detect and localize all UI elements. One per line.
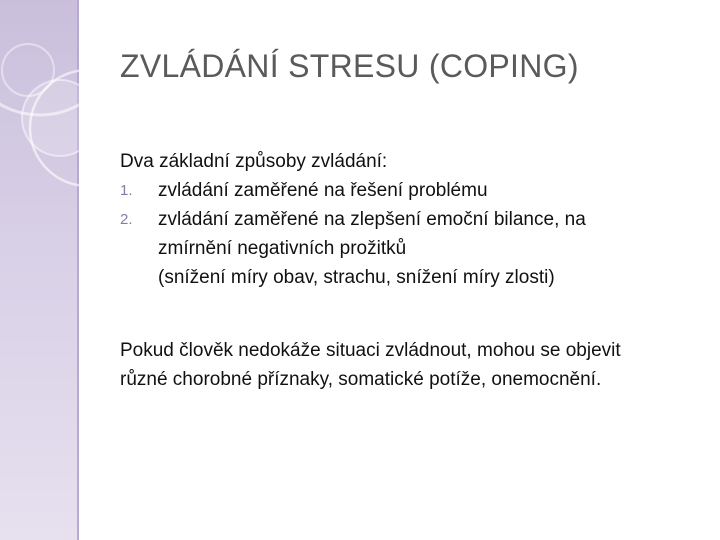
list-number: 1.	[120, 182, 133, 199]
deco-circle-4	[2, 44, 54, 96]
list-item-line: (snížení míry obav, strachu, snížení míry zlosti)	[158, 267, 555, 288]
list-item-text	[158, 176, 488, 205]
list-item-line: zvládání zaměřené na řešení problému	[158, 180, 488, 201]
list-item-line: zvládání zaměřené na zlepšení emoční bilance, na	[158, 209, 586, 230]
list-item	[120, 205, 710, 292]
slide-content	[120, 147, 710, 394]
list-item-text	[158, 205, 586, 292]
paragraph-line: různé chorobné příznaky, somatické potíže, onemocnění.	[120, 369, 602, 390]
intro-text: Dva základní způsoby zvládání:	[120, 151, 388, 172]
list-number: 2.	[120, 211, 133, 228]
slide-title: ZVLÁDÁNÍ STRESU (COPING)	[120, 48, 579, 84]
list-item-line: zmírnění negativních prožitků	[158, 238, 407, 259]
deco-circle-3	[22, 80, 98, 156]
paragraph-line: Pokud člověk nedokáže situaci zvládnout, mohou se objevit	[120, 340, 621, 361]
list-item	[120, 176, 710, 205]
closing-paragraph	[120, 336, 710, 394]
numbered-list	[120, 176, 710, 292]
